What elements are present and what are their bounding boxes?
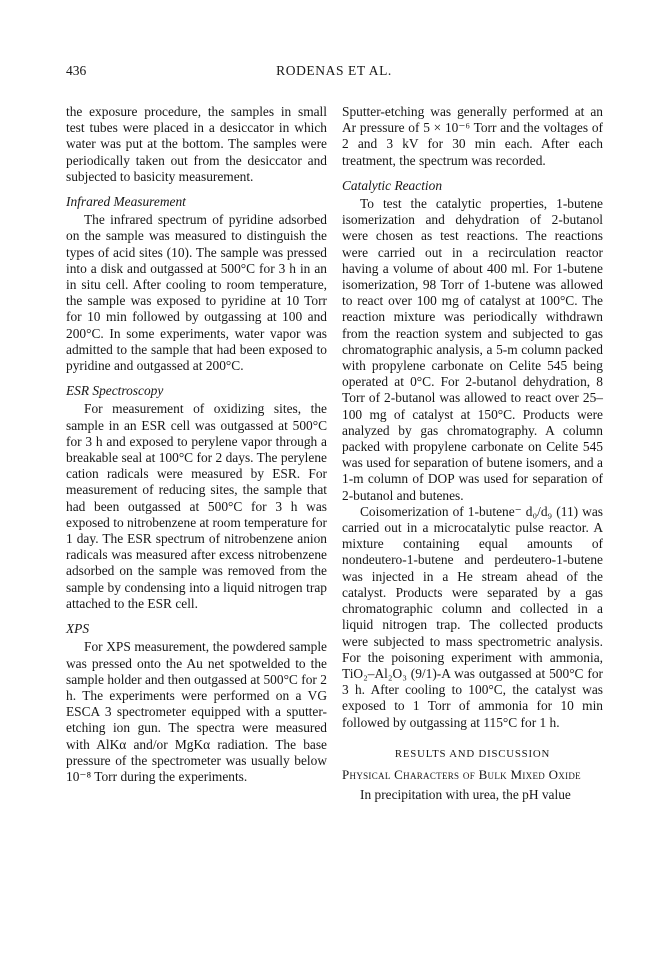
heading-xps: XPS xyxy=(66,621,90,637)
paragraph-esr: For measurement of oxidizing sites, the sample in an ESR cell was outgassed at 500°C for 3 h and exposed to perylene vapor through a breakable seal at 100°C for 2 days. The perylene cation radicals were measured by ESR. For measurement of reducing sites, the sample that had been outgassed at 500°C for 3 h was exposed to nitrobenzene at room temperature for 1 day. The ESR spectrum of nitrobenzene anion radicals was measured after excess nitrobenzene adsorbed on the sample was removed from the sample by condensing into a liquid nitrogen trap attached to the ESR cell. xyxy=(66,401,328,611)
heading-esr-spectroscopy: ESR Spectroscopy xyxy=(66,383,164,399)
page-number: 436 xyxy=(66,63,87,78)
running-head: RODENAS ET AL. xyxy=(276,63,392,78)
section-heading-results: RESULTS AND DISCUSSION xyxy=(394,747,551,760)
heading-infrared-measurement: Infrared Measurement xyxy=(66,194,186,210)
paragraph-xps: For XPS measurement, the powdered sample was pressed onto the Au net spotwelded to the sample holder and then outgassed at 500°C for 2 h. The experiments were performed on a VG ESCA 3 spectrometer equipped with a sputter-etching ion gun. The spectra were measured with AlKα and/or MgKα radiation. The base pressure of the spectrometer was usually below 10⁻⁸ Torr during the experiments. xyxy=(66,639,327,784)
page-header xyxy=(66,62,602,80)
left-column xyxy=(66,104,327,785)
right-column xyxy=(342,104,603,803)
heading-physical-characters: Physical Characters of Bulk Mixed Oxide xyxy=(342,766,581,782)
heading-catalytic-reaction: Catalytic Reaction xyxy=(342,177,443,193)
paragraph-intro: the exposure procedure, the samples in small test tubes were placed in a desiccator in which water was put at the bottom. The samples were periodically taken out from the desiccator and subjected to basicity measurement. xyxy=(66,104,327,184)
paragraph-catalytic: To test the catalytic properties, 1-butene isomerization and dehydration of 2-butanol were chosen as test reactions. The reactions were carried out in a recirculation reactor having a volume of about 400 ml. For 1-butene isomerization, 98 Torr of 1-butene was allowed to react over 100 mg of catalyst at 100°C. The reaction mixture was periodically withdrawn from the reaction system and subjected to gas chromatographic analysis, a 5-m column packed with propylene carbonate on Celite 545 being operated at 0°C. For 2-butanol dehydration, 8 Torr of 2-butanol was allowed to react over 25–100 mg of catalyst at 150°C. Products were analyzed by gas chromatography. A column packed with propylene carbonate on Celite 545 was used for separation of butene isomers, and a 1-m column of DOP was used for separation of 2-butanol and butenes. xyxy=(342,196,603,503)
paragraph-infrared: The infrared spectrum of pyridine adsorbed on the sample was measured to distinguish the types of acid sites (10). The sample was pressed into a disk and outgassed at 500°C for 3 h in an in situ cell. After cooling to room temperature, the sample was exposed to pyridine at 10 Torr for 10 min followed by outgassing at 100 and 200°C. In some experiments, water vapor was admitted to the sample that had been exposed to pyridine and outgassed at 200°C. xyxy=(66,212,327,374)
paragraph-physical: In precipitation with urea, the pH value xyxy=(360,786,571,802)
paragraph-sputter: Sputter-etching was generally performed at an Ar pressure of 5 × 10⁻⁶ Torr and the voltages of 2 and 3 kV for 30 min each. After each treatment, the spectrum was recorded. xyxy=(342,104,603,168)
paragraph-coisomerization: Coisomerization of 1-butene⁻ d₀/d₉ (11) was carried out in a microcatalytic pulse reactor. A mixture containing equal amounts of nondeutero-1-butene and perdeutero-1-butene was injected in a He stream ahead of the catalyst. Products were separated by a gas chromatographic column and collected in a liquid nitrogen trap. The collected products were subjected to mass spectrometric analysis. For the poisoning experiment with ammonia, TiO₂–Al₂O₃ (9/1)-A was outgassed at 500°C for 3 h. After cooling to 100°C, the catalyst was exposed to 1 Torr of ammonia for 10 min followed by outgassing at 115°C for 1 h. xyxy=(342,503,603,730)
